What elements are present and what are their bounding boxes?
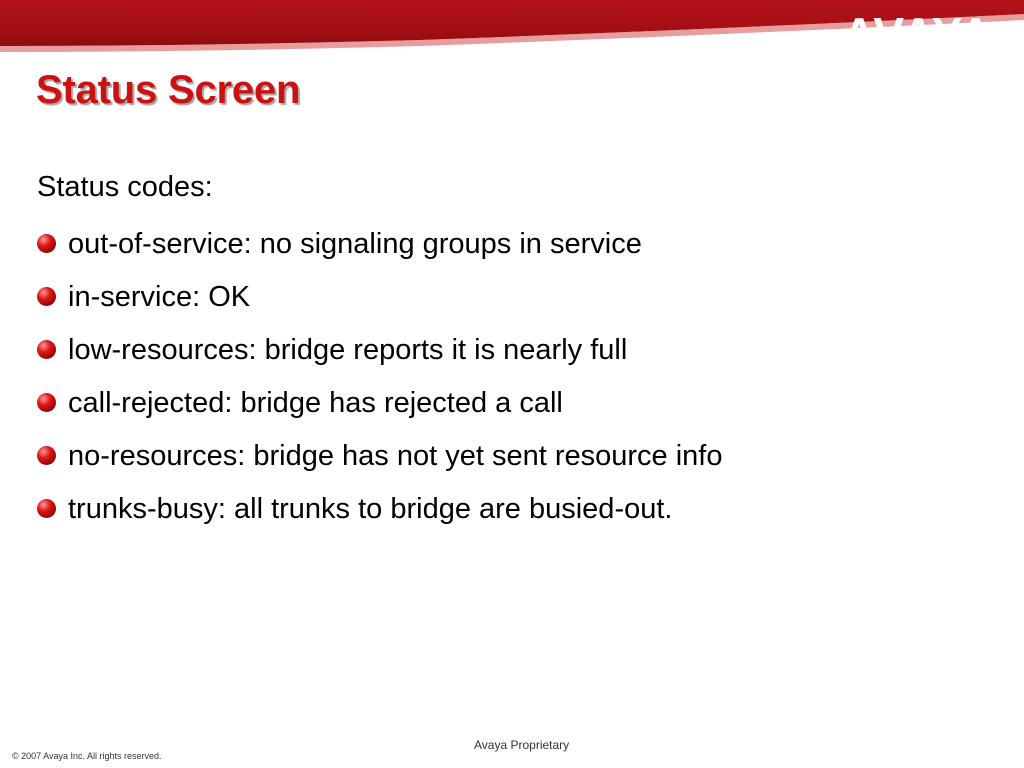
intro-text: Status codes: — [37, 171, 213, 203]
status-code-list — [37, 218, 997, 536]
list-item-text: low-resources: bridge reports it is nearly full — [68, 334, 628, 366]
list-item — [37, 324, 997, 377]
bullet-icon — [37, 234, 56, 253]
list-item — [37, 483, 997, 536]
slide-title: Status Screen — [36, 68, 301, 112]
list-item-text: call-rejected: bridge has rejected a call — [68, 387, 563, 419]
bullet-icon — [37, 340, 56, 359]
list-item-text: no-resources: bridge has not yet sent resource info — [68, 440, 723, 472]
bullet-icon — [37, 499, 56, 518]
slide-body — [37, 166, 997, 536]
svg-text:AVAYA: AVAYA — [842, 8, 994, 60]
bullet-icon — [37, 287, 56, 306]
list-item — [37, 377, 997, 430]
bullet-icon — [37, 446, 56, 465]
list-item-text: in-service: OK — [68, 281, 251, 313]
copyright-notice: © 2007 Avaya Inc. All rights reserved. — [12, 751, 162, 761]
list-item — [37, 271, 997, 324]
list-item-text: trunks-busy: all trunks to bridge are busied-out. — [68, 493, 673, 525]
list-item — [37, 218, 997, 271]
classification-label: Avaya Proprietary — [474, 738, 570, 752]
list-item-text: out-of-service: no signaling groups in service — [68, 228, 642, 260]
bullet-icon — [37, 393, 56, 412]
avaya-logo — [828, 6, 1008, 64]
list-item — [37, 430, 997, 483]
